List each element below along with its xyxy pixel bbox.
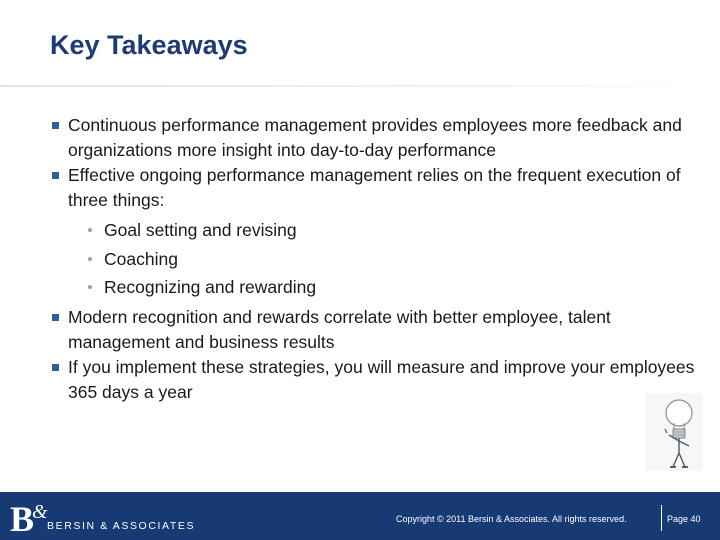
- bullet-square-icon: [52, 314, 59, 321]
- sub-bullet-item: [68, 216, 700, 245]
- lightbulb-figure-icon: [645, 393, 703, 471]
- bullet-square-icon: [52, 122, 59, 129]
- sub-bullet-text: Goal setting and revising: [104, 220, 297, 240]
- bullet-text: Effective ongoing performance management relies on the frequent execution of three things:: [68, 165, 681, 210]
- sub-bullet-dot-icon: [88, 257, 92, 261]
- bullet-item: [50, 355, 700, 405]
- bullet-text: If you implement these strategies, you will measure and improve your employees 365 days a year: [68, 356, 695, 402]
- sub-bullet-dot-icon: [88, 228, 92, 232]
- bullet-list: [50, 113, 700, 405]
- bullet-item: [50, 163, 700, 302]
- bullet-item: [50, 305, 700, 355]
- bullet-square-icon: [52, 364, 59, 371]
- bullet-text: Modern recognition and rewards correlate with better employee, talent management and business results: [68, 306, 611, 352]
- bullet-text: Continuous performance management provides employees more feedback and organizations more insight into day-to-day performance: [68, 115, 682, 160]
- slide-title: Key Takeaways: [50, 30, 248, 60]
- sub-bullet-item: [68, 245, 700, 274]
- svg-text:&: &: [32, 501, 48, 523]
- title-divider: [0, 85, 720, 87]
- sub-bullet-text: Coaching: [104, 248, 178, 269]
- sub-bullet-text: Recognizing and rewarding: [104, 277, 317, 297]
- svg-text:B: B: [10, 499, 35, 536]
- footer-divider: [661, 505, 662, 531]
- copyright-text: Copyright © 2011 Bersin & Associates. All rights reserved.: [396, 514, 627, 524]
- sub-bullet-dot-icon: [88, 285, 92, 289]
- bullet-item: [50, 113, 700, 163]
- bullet-square-icon: [52, 172, 59, 179]
- sub-bullet-list: [68, 216, 700, 302]
- page-number: Page 40: [667, 514, 701, 524]
- logo-text: BERSIN & ASSOCIATES: [47, 520, 196, 532]
- sub-bullet-item: [68, 273, 700, 302]
